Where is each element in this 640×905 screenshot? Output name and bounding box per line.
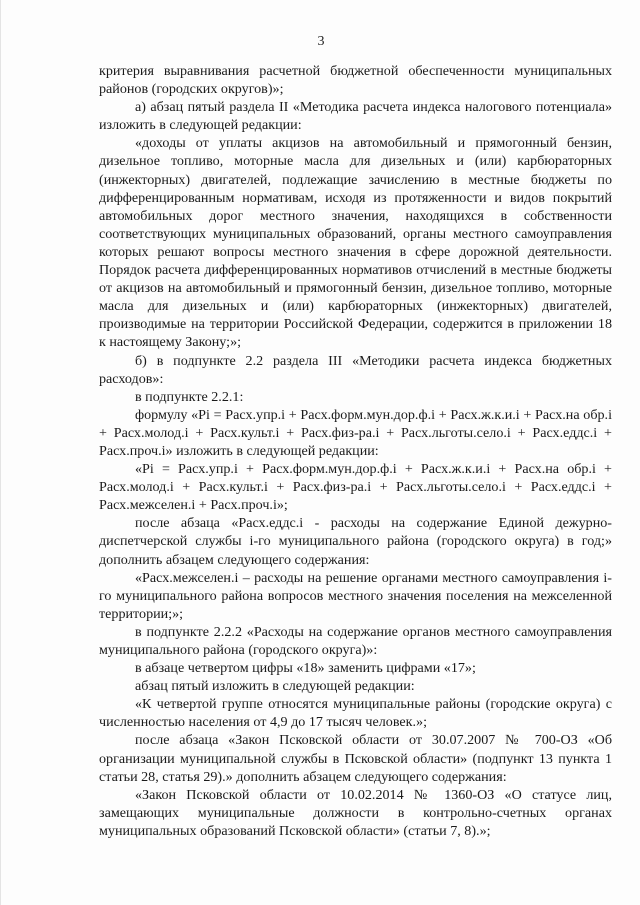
paragraph: после абзаца «Расх.еддс.i - расходы на содержание Единой дежурно-диспетчерской службы i-го муниципального района (городского округа) в год;» дополнить абзацем следующего содержания:: [99, 515, 612, 568]
page-number: 3: [317, 34, 325, 49]
paragraph: после абзаца «Закон Псковской области от 30.07.2007 № 700-ОЗ «Об организации муниципальной службы в Псковской области» (подпункт 13 пункта 1 статьи 28, статья 29).» дополнить абзацем следующего содержания:: [99, 732, 612, 785]
paragraph: «Pi = Расх.упр.i + Расх.форм.мун.дор.ф.i + Расх.ж.к.и.i + Расх.на обр.i + Расх.молод.i + Расх.культ.i + Расх.физ-ра.i + Расх.льготы.село.i + Расх.еддс.i + Расх.межселен.i + Расх.проч.i»;: [99, 461, 612, 514]
paragraph: в абзаце четвертом цифры «18» заменить цифрами «17»;: [135, 660, 476, 677]
paragraph: «Расх.межселен.i – расходы на решение органами местного самоуправления i-го муниципального района вопросов местного значения поселения на межселенной территории;»;: [99, 569, 612, 622]
paragraph: формулу «Pi = Расх.упр.i + Расх.форм.мун.дор.ф.i + Расх.ж.к.и.i + Расх.на обр.i + Расх.молод.i + Расх.культ.i + Расх.физ-ра.i + Расх.льготы.село.i + Расх.еддс.i + Расх.проч.i» изложить в следующей редакции:: [99, 406, 612, 459]
document-body: [99, 62, 612, 840]
paragraph: критерия выравнивания расчетной бюджетной обеспеченности муниципальных районов (городских округов)»;: [99, 63, 612, 98]
paragraph: «К четвертой группе относятся муниципальные районы (городские округа) с численностью населения от 4,9 до 17 тысяч человек.»;: [99, 696, 612, 731]
paragraph: в подпункте 2.2.1:: [135, 388, 244, 405]
paragraph: в подпункте 2.2.2 «Расходы на содержание органов местного самоуправления муниципального района (городского округа)»:: [99, 623, 612, 658]
paragraph: а) абзац пятый раздела II «Методика расчета индекса налогового потенциала» изложить в следующей редакции:: [99, 99, 612, 134]
paragraph: «Закон Псковской области от 10.02.2014 № 1360-ОЗ «О статусе лиц, замещающих муниципальные должности в контрольно-счетных органах муниципальных образований Псковской области» (статьи 7, 8).»;: [99, 786, 612, 839]
paragraph: «доходы от уплаты акцизов на автомобильный и прямогонный бензин, дизельное топливо, моторные масла для дизельных и (или) карбюраторных (инжекторных) двигателей, подлежащие зачислению в местные бюджеты по дифференцированным нормативам, исходя из протяженности и видов покрытий автомобильных дорог местного значения, находящихся в собственности соответствующих муниципальных образований, органы местного самоуправления которых решают вопросы местного значения в сфере дорожной деятельности. Порядок расчета дифференцированных нормативов отчислений в местные бюджеты от акцизов на автомобильный и прямогонный бензин, дизельное топливо, моторные масла для дизельных и (или) карбюраторных (инжекторных) двигателей, производимые на территории Российской Федерации, содержится в приложении 18 к настоящему Закону;»;: [99, 135, 612, 351]
paragraph: б) в подпункте 2.2 раздела III «Методики расчета индекса бюджетных расходов»:: [99, 352, 612, 387]
paragraph: абзац пятый изложить в следующей редакции:: [135, 678, 415, 695]
